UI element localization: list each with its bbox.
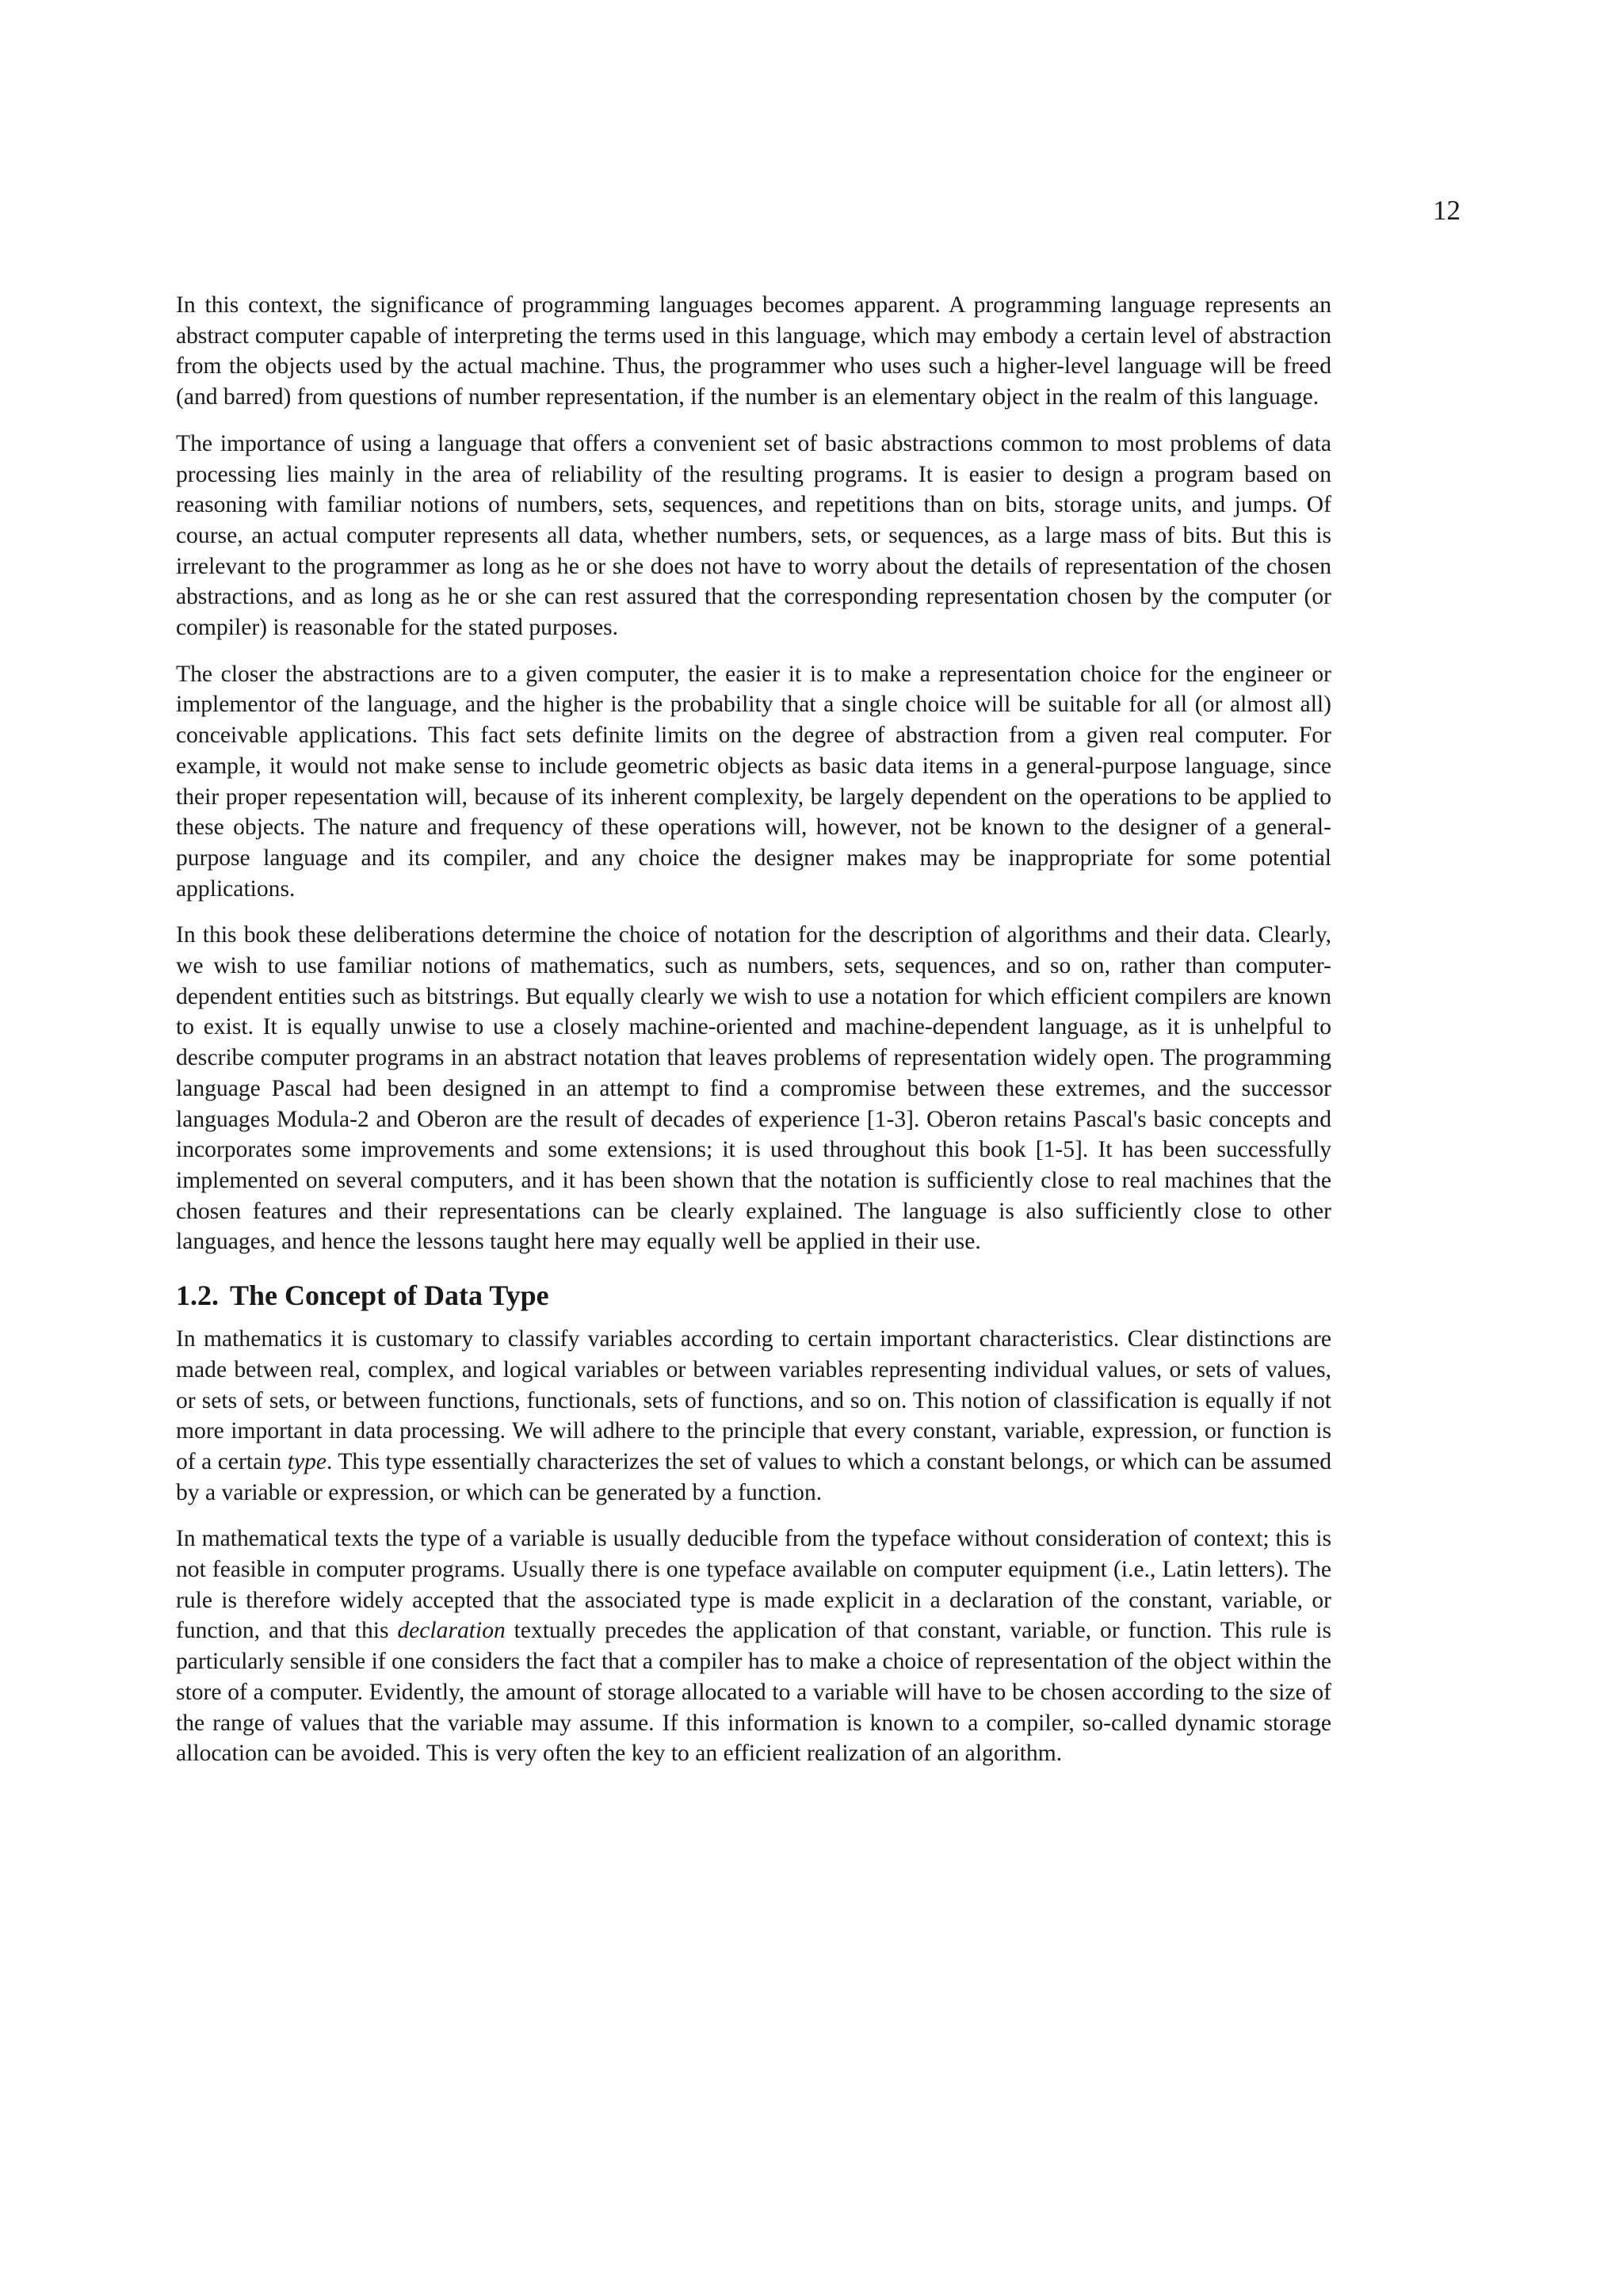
- paragraph-5-text-b: . This type essentially characterizes the set of values to which a constant belongs, or which can be assumed by a variable or expression, or which can be generated by a function.: [176, 1448, 1332, 1505]
- paragraph-2: The importance of using a language that offers a convenient set of basic abstractions common to most problems of data processing lies mainly in the area of reliability of the resulting programs. It is easier to design a program based on reasoning with familiar notions of numbers, sets, sequences, and repetitions than on bits, storage units, and jumps. Of course, an actual computer represents all data, whether numbers, sets, or sequences, as a large mass of bits. But this is irrelevant to the programmer as long as he or she does not have to worry about the details of representation of the chosen abstractions, and as long as he or she can rest assured that the corresponding representation chosen by the computer (or compiler) is reasonable for the stated purposes.: [176, 430, 1331, 641]
- paragraph-5-text-a: In mathematics it is customary to classify variables according to certain important characteristics. Clear distinctions are made between real, complex, and logical variables or between variables representing individual values, or sets of values, or sets of sets, or between functions, functionals, sets of functions, and so on. This notion of classification is equally if not more important in data processing. We will adhere to the principle that every constant, variable, expression, or function is of a certain: [176, 1326, 1331, 1474]
- page-number: 12: [1433, 195, 1461, 226]
- page-body: [176, 290, 1331, 1785]
- paragraph-4: In this book these deliberations determine the choice of notation for the description of algorithms and their data. Clearly, we wish to use familiar notions of mathematics, such as numbers, sets, sequences, and so on, rather than computer-dependent entities such as bitstrings. But equally clearly we wish to use a notation for which efficient compilers are known to exist. It is equally unwise to use a closely machine-oriented and machine-dependent language, as it is unhelpful to describe computer programs in an abstract notation that leaves problems of representation widely open. The programming language Pascal had been designed in an attempt to find a compromise between these extremes, and the successor languages Modula-2 and Oberon are the result of decades of experience [1-3]. Oberon retains Pascal's basic concepts and incorporates some improvements and some extensions; it is used throughout this book [1-5]. It has been successfully implemented on several computers, and it has been shown that the notation is sufficiently close to real machines that the chosen features and their representations can be clearly explained. The language is also sufficiently close to other languages, and hence the lessons taught here may equally well be applied in their use.: [176, 922, 1331, 1255]
- paragraph-6-text-b: textually precedes the application of that constant, variable, or function. This rule is particularly sensible if one considers the fact that a compiler has to make a choice of representation of the object within the store of a computer. Evidently, the amount of storage allocated to a variable will have to be chosen according to the size of the range of values that the variable may assume. If this information is known to a compiler, so-called dynamic storage allocation can be avoided. This is very often the key to an efficient realization of an algorithm.: [176, 1618, 1331, 1767]
- paragraph-1: In this context, the significance of programming languages becomes apparent. A programming language represents an abstract computer capable of interpreting the terms used in this language, which may embody a certain level of abstraction from the objects used by the actual machine. Thus, the programmer who uses such a higher-level language will be freed (and barred) from questions of number representation, if the number is an elementary object in the realm of this language.: [176, 292, 1331, 410]
- term-declaration: declaration: [397, 1618, 506, 1644]
- paragraph-5: [176, 1324, 1331, 1508]
- paragraph-6: [176, 1524, 1331, 1769]
- term-type: type: [287, 1448, 327, 1474]
- paragraph-6-text-a: In mathematical texts the type of a variable is usually deducible from the typeface without consideration of context; this is not feasible in computer programs. Usually there is one typeface available on computer equipment (i.e., Latin letters). The rule is therefore widely accepted that the associated type is made explicit in a declaration of the constant, variable, or function, and that this: [176, 1526, 1331, 1644]
- section-number: 1.2.: [176, 1280, 219, 1312]
- section-title: The Concept of Data Type: [230, 1280, 549, 1312]
- paragraph-3: The closer the abstractions are to a given computer, the easier it is to make a representation choice for the engineer or implementor of the language, and the higher is the probability that a single choice will be suitable for all (or almost all) conceivable applications. This fact sets definite limits on the degree of abstraction from a given real computer. For example, it would not make sense to include geometric objects as basic data items in a general-purpose language, since their proper repesentation will, because of its inherent complexity, be largely dependent on the operations to be applied to these objects. The nature and frequency of these operations will, however, not be known to the designer of a general-purpose language and its compiler, and any choice the designer makes may be inappropriate for some potential applications.: [176, 661, 1331, 902]
- section-heading: [176, 1278, 1331, 1313]
